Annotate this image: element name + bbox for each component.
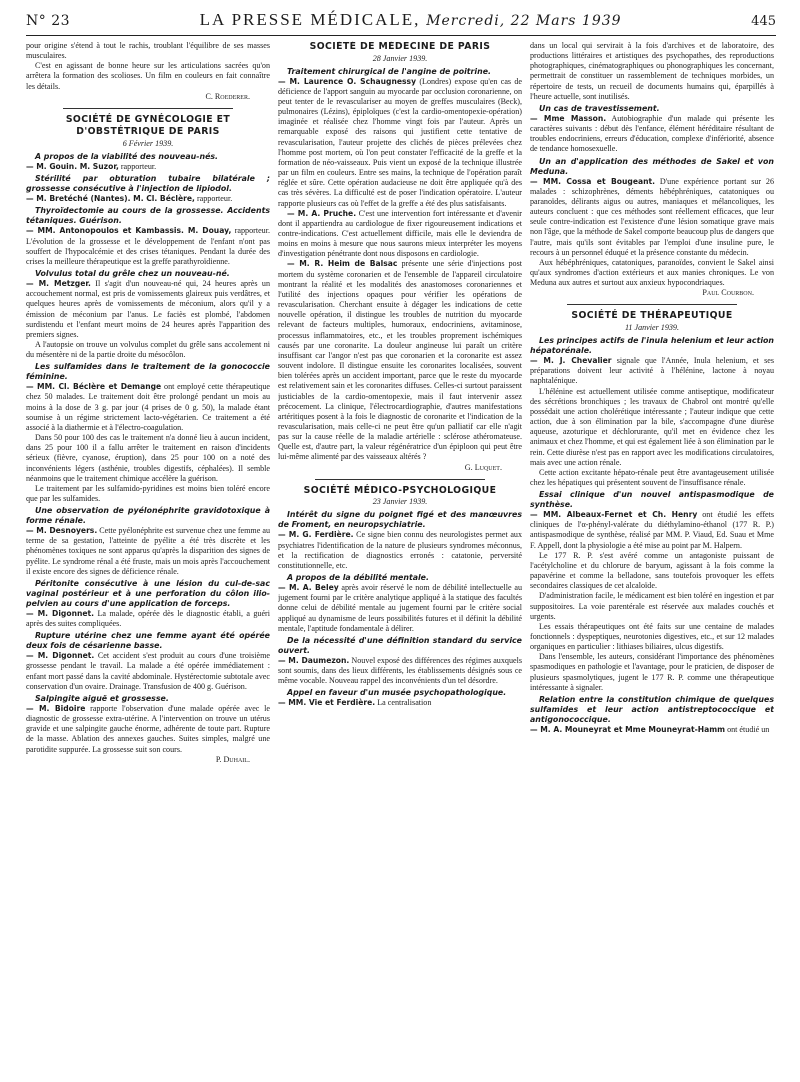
paragraph: dans un local qui servirait à la fois d'archives et de laboratoire, des productions littéraires et artistiques des psychopathes, des reproductions photographiques, cinématographiques ou phonographiques les concernant, permettrait de constituer un rassemblement de techniques morbides, un répertoire de tests, un recueil de documents humains qui, éparpillés à l'heure actuelle, sont inutilisés. <box>530 41 774 101</box>
society-heading: SOCIÉTÉ DE THÉRAPEUTIQUE <box>571 310 733 322</box>
entry-title: Une observation de pyélonéphrite gravidotoxique à forme rénale. <box>26 506 270 526</box>
entry-authors: — M. A. Mouneyrat et Mme Mouneyrat-Hamm <box>530 724 726 734</box>
entry-authors: — M. J. Chevalier <box>530 356 612 366</box>
entry-text: après avoir réservé le nom de débilité intellectuelle au jugement fourni par le critère analytique appliqué à la statique des facultés donne celui de débilité mentale au jugement fourni par le critère social appliqué au dynamisme de leurs possibilités futures et il définit la débilité mentale, l'aptitude fondamentale à délirer. <box>278 583 522 633</box>
paragraph: Le traitement par les sulfamido-pyridines est moins bien toléré encore que par les sulfamides. <box>26 483 270 503</box>
entry-body <box>278 209 522 260</box>
society-heading: SOCIÉTÉ DE MÉDECINE DE PARIS <box>309 41 491 52</box>
entry-title: Un cas de travestissement. <box>539 103 660 113</box>
session-date: 11 Janvier 1939. <box>624 322 680 332</box>
text-columns <box>26 41 776 1077</box>
entry-title: Péritonite consécutive à une lésion du cul-de-sac vaginal postérieur et à une perforation du côlon ilio-pelvien au cours d'une application de forceps. <box>26 578 270 608</box>
paragraph: L'hélénine est actuellement utilisée comme antiseptique, modificateur des sécrétions bronchiques ; les travaux de Chabrol ont montré qu'elle possédait une action cholérétique intéressante ; l'auteur indique que cette action, due à son élimination par la bile, s'accompagne d'une diurèse aqueuse, azoturique et déchlorurante, qu'il met en évidence chez les animaux et chez l'homme, et qui est également liée à son élimination par le rein. Cette diurèse n'est pas en rapport avec les modifications circulatoires, mais avec une action rénale. <box>530 386 774 467</box>
entry-authors: — MM. Albeaux-Fernet et Ch. Henry <box>530 510 698 520</box>
entry-authors: — M. G. Ferdière. <box>278 530 354 540</box>
entry-title: Stérilité par obturation tubaire bilatérale ; grossesse consécutive à l'injection de lipiodol. <box>26 174 270 194</box>
entry-title: Les principes actifs de l'inula helenium et leur action hépatorénale. <box>530 336 774 356</box>
entry-text: rapporteur. <box>196 194 233 204</box>
entry-title: Volvulus total du grêle chez un nouveau-né. <box>35 269 230 279</box>
entry-text: ont employé cette thérapeutique chez 50 malades. Le traitement doit être prolongé pendant un mois au moins à la dose de 3 g. par jour (4 prises de 0 g. 50), la malade étant soumise à un régime strictement lacto-végétarien. Ce traitement a été associé à la diathermie et à l'électro-coagulation. <box>26 382 270 432</box>
entry-text: La malade, opérée dès le diagnostic établi, a guéri après des suites compliquées. <box>26 608 270 629</box>
entry-authors: — M. Bretéché (Nantes). M. Cl. Béclère, <box>26 194 195 204</box>
issue-number: N° 23 <box>26 13 71 29</box>
issue-date: Mercredi, 22 Mars 1939 <box>426 13 622 29</box>
entry-text: La centralisation <box>377 698 432 708</box>
entry-body <box>278 656 522 686</box>
page-number: 445 <box>751 14 776 29</box>
paragraph: pour origine s'étend à tout le rachis, troublant l'équilibre de ses masses musculaires. <box>26 41 270 61</box>
signature: C. Roederer. <box>205 91 250 101</box>
entry-body <box>26 526 270 577</box>
paragraph: Cette action excitante hépato-rénale peut être avantageusement utilisée chez les hépatiques qui présentent souvent de l'insuffisance rénale. <box>530 467 774 487</box>
paragraph: C'est en agissant de bonne heure sur les articulations sacrées qu'on arrêtera la formation des scolioses. Un film en couleurs en fait connaître les détails. <box>26 61 270 91</box>
entry-title: De la nécessité d'une définition standard du service ouvert. <box>278 635 522 655</box>
entry-body <box>26 609 270 629</box>
entry-body <box>278 583 522 634</box>
entry-text: rapporteur. L'évolution de la grossesse et le développement de l'enfant n'ont pas souffert de l'hypocalcémie et des crises tétaniques. Pendant la durée des crises la meilleure thérapeutique est la greffe parathyroïdienne. <box>26 226 270 266</box>
entry-text: Nouvel exposé des différences des régimes auxquels sont soumis, dans des lieux différents, les établissements désignés sous ce même vocable. Nouveau rappel des inconvénients d'un tel désordre. <box>278 655 522 686</box>
paragraph: D'administration facile, le médicament est bien toléré en ingestion et par suppositoires. La voie parentérale est réservée aux malades couchés et urgents. <box>530 591 774 621</box>
entry-authors: — M. Desnoyers. <box>26 526 98 536</box>
entry-authors: — MM. Vie et Ferdière. <box>278 698 376 708</box>
entry-body <box>26 651 270 692</box>
entry-authors: — M. Laurence O. Schaugnessy <box>278 76 417 86</box>
entry-text: Ce signe bien connu des neurologistes permet aux psychiatres l'identification de la nature de plusieurs syndromes méconnus, et la rectification de diagnostics erronés : catatonie, perversité constitutionnelle, etc. <box>278 530 522 570</box>
column-1 <box>26 41 270 1077</box>
entry-text: Autobiographie d'un malade qui présente les caractères suivants : début dès l'enfance, élément héréditaire résultant de troubles endocriniens, erreurs d'éducation, complexe d'infériorité, absence de tendance homosexuelle. <box>530 113 774 154</box>
entry-authors: — M. A. Beley <box>278 583 339 593</box>
society-heading: SOCIÉTÉ DE GYNÉCOLOGIE ET D'OBSTÉTRIQUE DE PARIS <box>65 113 231 138</box>
entry-authors: — M. Daumezon. <box>278 655 350 665</box>
signature: P. Duhail. <box>215 754 250 764</box>
entry-authors: — M. Metzger. <box>26 279 91 289</box>
entry-title: Un an d'application des méthodes de Sakel et von Meduna. <box>530 156 774 176</box>
masthead <box>200 10 622 30</box>
entry-body <box>26 279 270 340</box>
entry-title: A propos de la viabilité des nouveau-nés. <box>35 152 219 162</box>
entry-authors: — M. Digonnet. <box>26 651 95 661</box>
section-divider <box>63 108 234 109</box>
entry-text: D'une expérience portant sur 26 malades : schizophrènes, déments hébéphréniques, catatoniques ou paranoïdes, délirants aigus ou autres, maniaques et mélancoliques, les auteurs concluent : que ces méthodes sont réellement efficaces, que leur seule contre-indication est l'existence d'une lésion somatique grave mais non l'âge, que la méthode de Sakel comporte beaucoup plus de dangers que l'autre, mais qu'ils sont évitables par l'emploi d'une insuline pure, le recours à un personnel éduqué et la présence constante du médecin. <box>530 176 774 257</box>
entry-body <box>530 114 774 155</box>
entry-title: Appel en faveur d'un musée psychopathologique. <box>287 688 507 698</box>
entry-text: rapporteur. <box>120 162 157 172</box>
entry-text: (Londres) expose qu'en cas de déficience de l'apport sanguin au myocarde par occlusion coronarienne, on peut tenter de le revasculariser au moyen de greffes musculaires (Beck), pulmonaires (Lézins), épiploïques (c'est la cardio-omentopexie-opération) imaginée et réalisée chez l'homme vingt fois par l'auteur. Après un remarquable exposé des raisons qui justifient cette tentative de revascularisation, l'auteur projette des clichés de pièces prélevées chez l'homme post mortem, où l'on peut constater l'efficacité de la greffe et la formation de néo-vaisseaux. Puis vient un exposé de la technique illustrée par un film en couleurs. Entre ses mains, la technique de l'opération paraît réglée et sûre. Cette opération audacieuse ne doit être appliquée qu'à des cas très sévères. La difficulté est de poser l'indication opératoire. L'auteur rapporte plusieurs cas où l'effet de la greffe a été des plus satisfaisants. <box>278 76 522 208</box>
entry-authors: — MM. Antonopoulos et Kambassis. M. Douay, <box>26 226 232 236</box>
session-date: 23 Janvier 1939. <box>372 497 428 507</box>
entry-authors: — Mme Masson. <box>530 113 607 123</box>
entry-body <box>278 77 522 209</box>
column-3 <box>530 41 774 1077</box>
entry-body <box>530 356 774 386</box>
entry-body <box>26 226 270 267</box>
entry-title: Rupture utérine chez une femme ayant été opérée deux fois de césarienne basse. <box>26 631 270 651</box>
entry-title: Salpingite aiguë et grossesse. <box>35 693 169 703</box>
paragraph: Le 177 R. P. s'est avéré comme un antagoniste puissant de l'acétylcholine et du chlorure de baryum, agissant à la fois comme la papavérine et comme la belladone, sans toutefois provoquer les effets secondaires classiques de cet alcaloïde. <box>530 550 774 591</box>
entry-title: Relation entre la constitution chimique de quelques sulfamides et leur action antistreptococcique et antigonococcique. <box>530 694 774 724</box>
entry-body <box>26 704 270 755</box>
paragraph: Dans l'ensemble, les auteurs, considérant l'importance des phénomènes spasmodiques en pathologie et l'avantage, pour le praticien, de disposer de plusieurs spasmolytiques, jugent le 177 R. P. comme une thérapeutique intéressante à signaler. <box>530 652 774 692</box>
paragraph: A l'autopsie on trouve un volvulus complet du grêle sans accolement ni du mésentère ni de la partie droite du mésocôlon. <box>26 339 270 360</box>
entry-body <box>530 510 774 551</box>
entry-text: ont étudié les effets cliniques de l'α-phényl-valérate du diéthylamino-éthanol (177 R. P.) antispasmodique de synthèse, réalisé par MM. P. Viaud, Ed. Suau et Mme F. Appell, dont la physiologie a été mise au point par M. Halpern. <box>530 510 774 550</box>
entry-authors: — M. Gouin. M. Suzor, <box>26 162 119 172</box>
entry-authors: — MM. Cossa et Bougeant. <box>530 176 656 186</box>
paragraph: Dans 50 pour 100 des cas le traitement n'a donné lieu à aucun incident, dans 25 pour 100 il a fallu arrêter le traitement en raison d'incidents sérieux (fièvre, cyanose, éruption), dans 25 pour 100 on a noté des inconvénients légers (asthénie, troubles digestifs, céphalées). Il semble néanmoins que le traitement chimique accélère la guérison. <box>26 433 270 483</box>
entry-body <box>26 162 270 172</box>
entry-body <box>530 725 774 735</box>
signature: Paul Courbon. <box>702 288 754 298</box>
entry-title: Thyroïdectomie au cours de la grossesse. Accidents tétaniques. Guérison. <box>26 206 270 226</box>
paragraph: Les essais thérapeutiques ont été faits sur une centaine de malades fonctionnels : dyspeptiques, neurotonies digestives, etc., et sur 12 malades organiques en particulier : lithiases biliaires, ulcus digestifs. <box>530 621 774 652</box>
entry-authors: — M. R. Heim de Balsac <box>287 259 398 269</box>
page-header <box>26 10 776 36</box>
entry-title: Les sulfamides dans le traitement de la gonococcie féminine. <box>26 362 270 382</box>
entry-text: C'est une intervention fort intéressante et d'avenir dont il appartiendra au cardiologue de fixer rigoureusement indications et contre-indications. C'est actuellement difficile, mais elle le deviendra de moins en moins à mesure que nous saurons mieux interpréter les moyens d'investigation pénétrante dont nous disposons en cardiologie. <box>278 208 522 259</box>
entry-text: Cet accident s'est produit au cours d'une troisième grossesse pendant le travail. La malade a été opérée immédiatement : enfant mort passé dans la cavité abdominale. Hystérectomie subtotale avec conservation d'un ovaire. Drainage. Transfusion de 400 g. Guérison. <box>26 651 270 691</box>
entry-authors: — M. Bidoire <box>26 703 86 713</box>
entry-body <box>26 382 270 433</box>
entry-text: présente une série d'injections post mortem du système coronarien et de l'ensemble de l'appareil circulatoire montrant la réalité et les modalités des anastomoses coronariennes et l'utilité des injections opaques pour vérifier les opérations de revascularisation. Cherchant ensuite à dégager les indications de cette nouvelle opération, il distingue les troubles de nutrition du myocarde relevant de facteurs multiples, humoraux, endocriniens, avitaminose, processus inflammatoires, etc., et les troubles proprement ischémiques causés par une coronarite. La douleur angineuse lui paraît un critère insuffisant car l'angor n'est pas que coronarien et la coronarite est assez souvent indolore. Il distingue ensuite les coronarites localisées, souvent bien tolérées après un accident important, parce que le reste du myocarde est relativement sain et les coronarites diffuses. Celles-ci surtout paraissent justiciables de la cardio-omentopexie, mais il faut intervenir assez précocement. La clinique, l'électrocardiographie, d'autres manifestations artéritiques posent à la fois le diagnostic de coronarite et l'indication de la revascularisation, mais celle-ci ne peut être qu'un palliatif car elle n'agit pas sur la cause réelle de la maladie artérielle : sclérose athéromateuse. Quelle est, d'autre part, la valeur régénératrice d'un épiploon qui peut être lui-même alimenté par des vaisseaux altérés ? <box>278 259 522 462</box>
section-divider <box>567 304 738 305</box>
entry-authors: — MM. Cl. Béclère et Demange <box>26 382 162 392</box>
entry-authors: — M. A. Pruche. <box>287 208 357 218</box>
session-date: 28 Janvier 1939. <box>372 53 428 63</box>
entry-body <box>278 530 522 571</box>
session-date: 6 Février 1939. <box>122 138 174 148</box>
society-heading: SOCIÉTÉ MÉDICO-PSYCHOLOGIQUE <box>303 484 497 496</box>
entry-title: A propos de la débilité mentale. <box>287 573 429 583</box>
column-2 <box>278 41 522 1077</box>
signature: G. Luquet. <box>464 462 502 472</box>
entry-text: Il s'agit d'un nouveau-né qui, 24 heures après un accouchement normal, est pris de vomissements glaireux puis verdâtres, et quelques heures après de vomissements de méconium, alors qu'il y a émission de méconium par l'anus. Le faciès est plombé, l'abdomen surdistendu et l'enfant meurt moins de 24 heures après l'apparition des premiers signes. <box>26 279 270 339</box>
entry-text: Cette pyélonéphrite est survenue chez une femme au terme de sa gestation, l'atteinte de pyélite a été très discrète et les phénomènes toxiques ne sont apparus qu'après la disparition des signes de pyélite. Le syndrome rénal a été fruste, mais un mois après l'accouchement il existe encore des signes de déficience rénale. <box>26 526 270 576</box>
entry-title: Traitement chirurgical de l'angine de poitrine. <box>287 66 491 76</box>
entry-text: signale que l'Année, Inula helenium, et ses préparations doivent leur activité à l'hélénine, lactone à noyau naphtalénique. <box>530 356 774 386</box>
journal-title: LA PRESSE MÉDICALE, <box>199 10 421 29</box>
entry-text: rapporte l'observation d'une malade opérée avec le diagnostic de grossesse extra-utérine. A l'intervention on trouve un utérus gravide et une salpingite gauche énorme, adhérente de toute part. Rupture de la masse. Ablation des annexes gauches. Suites simples, malgré une parotidite suppurée. La grossesse suit son cours. <box>26 703 270 754</box>
entry-body <box>530 177 774 258</box>
entry-title: Intérêt du signe du poignet figé et des manœuvres de Froment, en neuropsychiatrie. <box>278 510 522 530</box>
entry-title: Essai clinique d'un nouvel antispasmodique de synthèse. <box>530 490 774 510</box>
section-divider <box>315 479 486 480</box>
entry-body <box>26 194 270 204</box>
entry-body <box>278 698 522 708</box>
entry-text: ont étudié un <box>727 724 770 734</box>
paragraph: Aux hébéphréniques, catatoniques, paranoïdes, convient le Sakel ainsi qu'aux syndromes d'action extérieurs et aux manies chroniques. Le von Meduna aux autres et surtout aux anxieux hypocondriaques. <box>530 257 774 288</box>
entry-body <box>278 259 522 462</box>
entry-authors: — M. Digonnet. <box>26 608 95 618</box>
